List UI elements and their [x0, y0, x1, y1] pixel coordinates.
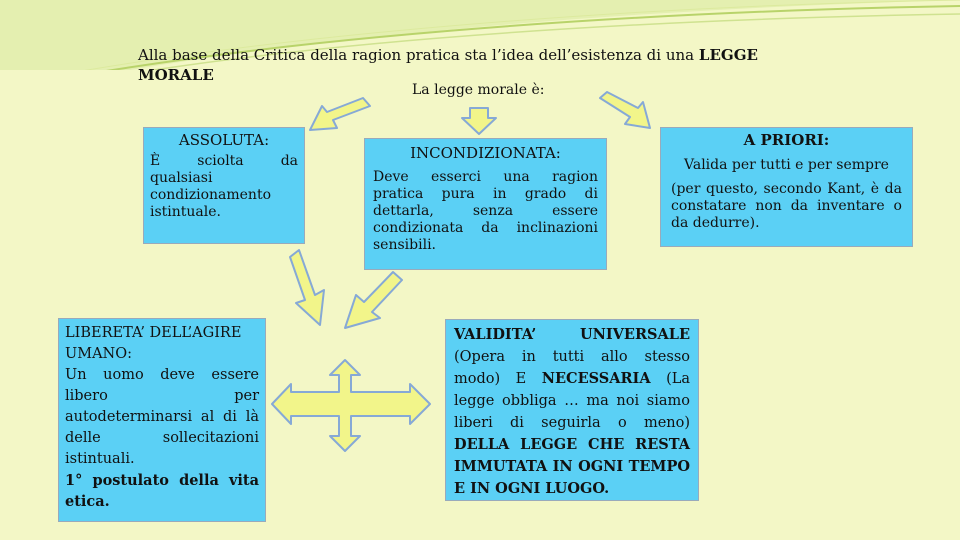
box-validita-part5: DELLA LEGGE CHE RESTA IMMUTATA IN OGNI TEMPO E IN OGNI LUOGO.: [454, 436, 690, 497]
arrow-to-liberta-center: [345, 272, 402, 328]
box-assoluta: [143, 127, 305, 244]
box-assoluta-title: ASSOLUTA:: [178, 131, 270, 149]
box-a-priori-body: (per questo, secondo Kant, è da constatare non da inventare o da dedurre).: [671, 181, 902, 231]
arrow-down-center: [462, 108, 496, 134]
arrow-to-a-priori: [600, 92, 650, 128]
box-incondizionata-title: INCONDIZIONATA:: [410, 144, 561, 162]
arrow-to-assoluta: [310, 98, 370, 130]
subheading: La legge morale è:: [412, 82, 545, 98]
heading-text: Alla base della Critica della ragion pratica sta l’idea dell’esistenza di una: [138, 46, 695, 64]
box-assoluta-body: È sciolta da qualsiasi condizionamento istintuale.: [150, 153, 298, 220]
box-incondizionata: [364, 138, 607, 270]
four-way-arrow: [272, 360, 430, 451]
box-validita-part2: (Opera in tutti allo stesso modo) E: [454, 349, 690, 387]
box-validita-part4: (La legge obbliga … ma noi siamo liberi di seguirla o meno): [454, 371, 691, 431]
box-validita-part1: VALIDITA’ UNIVERSALE: [454, 326, 690, 343]
box-validita-part3: NECESSARIA: [541, 370, 651, 387]
box-a-priori: [660, 127, 913, 247]
box-validita: [445, 319, 699, 501]
arrow-to-liberta-left: [290, 250, 324, 325]
box-incondizionata-body: Deve esserci una ragion pratica pura in grado di dettarla, senza essere condizionata da inclinazioni sensibili.: [373, 169, 598, 253]
box-a-priori-title: A PRIORI:: [743, 131, 830, 149]
box-liberta-postulate: 1° postulato della vita etica.: [65, 472, 259, 510]
box-a-priori-line1: Valida per tutti e per sempre: [684, 157, 889, 173]
heading-bold: LEGGE MORALE: [138, 46, 758, 84]
box-liberta-title: LIBERETA’ DELL’AGIRE UMANO:: [65, 325, 242, 362]
box-liberta: [58, 318, 266, 522]
box-liberta-body: Un uomo deve essere libero per autodeterminarsi al di là delle sollecitazioni istintuali.: [65, 367, 259, 467]
